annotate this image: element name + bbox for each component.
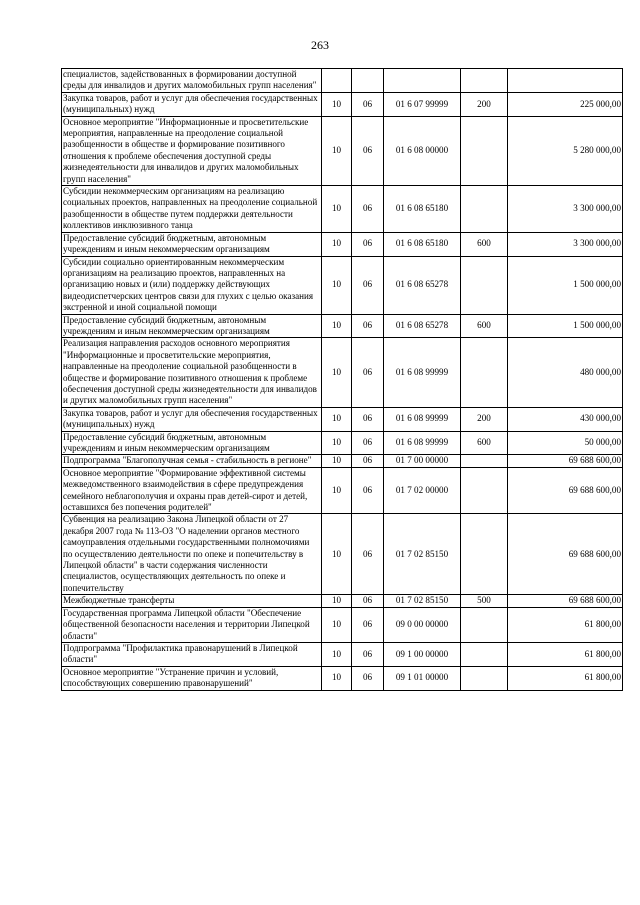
table-row	[62, 514, 623, 595]
amount-cell: 480 000,00	[508, 338, 623, 407]
row-name-cell: специалистов, задействованных в формировании доступной среды для инвалидов и других маломобильных групп населения"	[62, 69, 322, 93]
subsection-code-cell: 06	[352, 314, 384, 338]
amount-cell: 5 280 000,00	[508, 116, 623, 185]
subsection-code-cell	[352, 69, 384, 93]
section-code-cell: 10	[322, 338, 352, 407]
table-row	[62, 455, 623, 467]
row-name-cell: Предоставление субсидий бюджетным, автономным учреждениям и иным некоммерческим организациям	[62, 314, 322, 338]
row-name-cell: Межбюджетные трансферты	[62, 595, 322, 607]
section-code-cell: 10	[322, 256, 352, 314]
expense-type-cell	[461, 455, 508, 467]
row-name-cell: Предоставление субсидий бюджетным, автономным учреждениям и иным некоммерческим организациям	[62, 232, 322, 256]
table-row	[62, 256, 623, 314]
row-name-cell: Субвенция на реализацию Закона Липецкой области от 27 декабря 2007 года № 113-ОЗ "О наделении органов местного самоуправления отдельными государственными полномочиями по осуществлению деятельности по опеке и попечительству в Липецкой области" в части содержания численности специалистов, осуществляющих деятельность по опеке и попечительству	[62, 514, 322, 595]
expense-type-cell	[461, 514, 508, 595]
expense-type-cell	[461, 607, 508, 642]
table-row	[62, 607, 623, 642]
section-code-cell: 10	[322, 514, 352, 595]
target-article-cell: 01 7 00 00000	[384, 455, 461, 467]
amount-cell: 61 800,00	[508, 642, 623, 666]
row-name-cell: Государственная программа Липецкой области "Обеспечение общественной безопасности населения и территории Липецкой области"	[62, 607, 322, 642]
subsection-code-cell: 06	[352, 607, 384, 642]
amount-cell: 430 000,00	[508, 407, 623, 431]
target-article-cell: 01 6 08 65278	[384, 314, 461, 338]
expense-type-cell	[461, 467, 508, 514]
amount-cell: 3 300 000,00	[508, 232, 623, 256]
expense-type-cell: 600	[461, 314, 508, 338]
table-row	[62, 666, 623, 690]
table-row	[62, 92, 623, 116]
amount-cell: 69 688 600,00	[508, 514, 623, 595]
page-number: 263	[311, 38, 329, 52]
amount-cell: 3 300 000,00	[508, 186, 623, 233]
table-row	[62, 232, 623, 256]
section-code-cell: 10	[322, 642, 352, 666]
section-code-cell	[322, 69, 352, 93]
target-article-cell: 01 6 08 00000	[384, 116, 461, 185]
section-code-cell: 10	[322, 455, 352, 467]
row-name-cell: Закупка товаров, работ и услуг для обеспечения государственных (муниципальных) нужд	[62, 92, 322, 116]
amount-cell: 1 500 000,00	[508, 256, 623, 314]
target-article-cell: 01 7 02 85150	[384, 514, 461, 595]
target-article-cell: 09 1 01 00000	[384, 666, 461, 690]
row-name-cell: Предоставление субсидий бюджетным, автономным учреждениям и иным некоммерческим организациям	[62, 431, 322, 455]
expense-type-cell: 500	[461, 595, 508, 607]
target-article-cell: 01 7 02 85150	[384, 595, 461, 607]
section-code-cell: 10	[322, 407, 352, 431]
expense-type-cell	[461, 69, 508, 93]
expense-type-cell	[461, 116, 508, 185]
expense-type-cell: 600	[461, 431, 508, 455]
table-row	[62, 338, 623, 407]
amount-cell: 61 800,00	[508, 666, 623, 690]
expense-type-cell	[461, 642, 508, 666]
target-article-cell: 09 1 00 00000	[384, 642, 461, 666]
row-name-cell: Подпрограмма "Профилактика правонарушений в Липецкой области"	[62, 642, 322, 666]
table-row	[62, 69, 623, 93]
target-article-cell: 01 7 02 00000	[384, 467, 461, 514]
section-code-cell: 10	[322, 116, 352, 185]
row-name-cell: Подпрограмма "Благополучная семья - стабильность в регионе"	[62, 455, 322, 467]
budget-table	[61, 68, 623, 691]
target-article-cell: 01 6 08 65278	[384, 256, 461, 314]
amount-cell: 69 688 600,00	[508, 595, 623, 607]
subsection-code-cell: 06	[352, 514, 384, 595]
target-article-cell: 09 0 00 00000	[384, 607, 461, 642]
target-article-cell: 01 6 08 65180	[384, 186, 461, 233]
section-code-cell: 10	[322, 92, 352, 116]
row-name-cell: Субсидии социально ориентированным некоммерческим организациям на реализацию проектов, направленных на организацию новых и (или) поддержку действующих видеодиспетчерских центров связи для глухих с целью оказания экстренной и иной социальной помощи	[62, 256, 322, 314]
subsection-code-cell: 06	[352, 116, 384, 185]
amount-cell	[508, 69, 623, 93]
section-code-cell: 10	[322, 431, 352, 455]
expense-type-cell: 200	[461, 407, 508, 431]
amount-cell: 69 688 600,00	[508, 467, 623, 514]
subsection-code-cell: 06	[352, 595, 384, 607]
expense-type-cell: 600	[461, 232, 508, 256]
budget-table-body	[62, 69, 623, 691]
row-name-cell: Закупка товаров, работ и услуг для обеспечения государственных (муниципальных) нужд	[62, 407, 322, 431]
target-article-cell: 01 6 08 65180	[384, 232, 461, 256]
table-row	[62, 642, 623, 666]
row-name-cell: Основное мероприятие "Формирование эффективной системы межведомственного взаимодействия в сфере предупреждения семейного неблагополучия и охраны прав детей-сирот и детей, оставшихся без попечения родителей"	[62, 467, 322, 514]
subsection-code-cell: 06	[352, 455, 384, 467]
target-article-cell: 01 6 08 99999	[384, 338, 461, 407]
subsection-code-cell: 06	[352, 431, 384, 455]
table-row	[62, 407, 623, 431]
table-row	[62, 431, 623, 455]
expense-type-cell	[461, 666, 508, 690]
amount-cell: 1 500 000,00	[508, 314, 623, 338]
target-article-cell	[384, 69, 461, 93]
row-name-cell: Субсидии некоммерческим организациям на реализацию социальных проектов, направленных на преодоление социальной разобщенности в обществе путем поддержки деятельности коллективов инклюзивного танца	[62, 186, 322, 233]
subsection-code-cell: 06	[352, 256, 384, 314]
section-code-cell: 10	[322, 607, 352, 642]
table-row	[62, 186, 623, 233]
amount-cell: 225 000,00	[508, 92, 623, 116]
expense-type-cell: 200	[461, 92, 508, 116]
subsection-code-cell: 06	[352, 407, 384, 431]
target-article-cell: 01 6 07 99999	[384, 92, 461, 116]
expense-type-cell	[461, 256, 508, 314]
row-name-cell: Основное мероприятие "Устранение причин и условий, способствующих совершению правонарушений"	[62, 666, 322, 690]
subsection-code-cell: 06	[352, 338, 384, 407]
section-code-cell: 10	[322, 232, 352, 256]
table-row	[62, 467, 623, 514]
section-code-cell: 10	[322, 186, 352, 233]
subsection-code-cell: 06	[352, 467, 384, 514]
amount-cell: 69 688 600,00	[508, 455, 623, 467]
target-article-cell: 01 6 08 99999	[384, 407, 461, 431]
subsection-code-cell: 06	[352, 92, 384, 116]
row-name-cell: Реализация направления расходов основного мероприятия "Информационные и просветительские мероприятия, направленные на преодоление социальной разобщенности в обществе и формирование позитивного отношения к проблеме обеспечения доступной среды жизнедеятельности для инвалидов и других маломобильных групп населения"	[62, 338, 322, 407]
expense-type-cell	[461, 186, 508, 233]
amount-cell: 61 800,00	[508, 607, 623, 642]
table-row	[62, 116, 623, 185]
table-row	[62, 314, 623, 338]
expense-type-cell	[461, 338, 508, 407]
section-code-cell: 10	[322, 666, 352, 690]
section-code-cell: 10	[322, 314, 352, 338]
subsection-code-cell: 06	[352, 186, 384, 233]
section-code-cell: 10	[322, 595, 352, 607]
target-article-cell: 01 6 08 99999	[384, 431, 461, 455]
section-code-cell: 10	[322, 467, 352, 514]
row-name-cell: Основное мероприятие "Информационные и просветительские мероприятия, направленные на преодоление социальной разобщенности в обществе и формирование позитивного отношения к проблеме обеспечения доступной среды жизнедеятельности для инвалидов и других маломобильных групп населения"	[62, 116, 322, 185]
table-row	[62, 595, 623, 607]
subsection-code-cell: 06	[352, 232, 384, 256]
amount-cell: 50 000,00	[508, 431, 623, 455]
subsection-code-cell: 06	[352, 642, 384, 666]
subsection-code-cell: 06	[352, 666, 384, 690]
